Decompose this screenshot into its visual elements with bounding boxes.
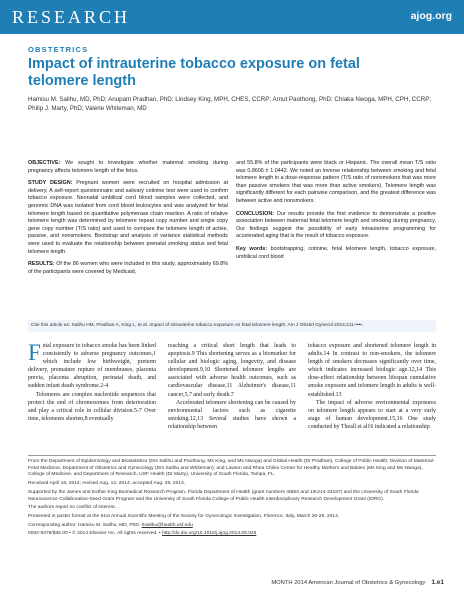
doi-link[interactable]: http://dx.doi.org/10.1016/j.ajog.2014.08.026 [162,531,257,537]
citation-bar: Cite this article as: Salihu HM, Pradhan A, King L, et al. Impact of intrauterine tobacco exposure on fetal telomere length. Am J Obstet Gynecol 2014;211:••••. [28,320,436,332]
section-banner-title: RESEARCH [12,7,131,27]
journal-site-link[interactable]: ajog.org [410,10,452,22]
corresponding-author: Corresponding author: Hamisu M. Salihu, MD, PhD. [28,522,141,528]
abstract-objective [28,160,228,175]
section-label: OBSTETRICS [28,45,89,54]
design-text: Pregnant women were recruited on hospital admission at delivery. A self-report questionnaire and salivary cotinine test were used to confirm tobacco exposure. Neonatal umbilical cord blood samples were collected, and genomic DNA was isolated from cord blood leukocytes and was analyzed for fetal telomere length based on quantitative polymerase chain reaction. A ratio of relative telomere length was determined by telomere repeat copy number and single copy gene copy number (T/S ratio) and used to compare the telomere length of active, passive, and nonsmokers. Bootstrap and analysis of variance statistical methods were used to evaluate the relationship between prenatal smoking status and fetal telomere length. [28,180,229,255]
body-paragraph: reaching a critical short length that leads to apoptosis.9 This shortening serves as a biomarker for cellular and biologic aging, longevity, and disease development.9,10 Shortened telomere lengths are associated with adverse health outcomes, such as cardiovascular disease,11 Alzheimer's disease,11 cancer,5,7 and early death.7 [168,343,296,398]
author-email-link[interactable]: hsalihu@health.usf.edu [141,522,193,528]
footnote-support: Supported by the James and Esther King Biomedical Research Program, Florida Department of Health (grant numbers 4IB03 and 1IK214-33187) and the University of South Florida Neuroscience Collaborative-Seed Grant Program and the University of South Florida College of Public Health Interdisciplinary Research Development Grant (IDRG). [28,489,419,502]
footnote-corresponding [28,523,436,530]
body-paragraph: Telomeres are complex nucleotide sequences that protect the end of chromosomes from deterioration and play a critical role in cellular division.5-7 Over time, telomeres shorten,8 eventually [28,391,156,422]
footnote-presented: Presented in poster format at the 61st Annual Scientific Meeting of the Society for Gynecologic Investigation, Florence, Italy, March 26-29, 2014. [28,513,340,519]
research-banner [0,0,464,34]
body-paragraph: The impact of adverse environmental exposures on telomere length appears to start at a very early stage of human development.15,16 One study conducted by Theall et al16 indicated a relationship [308,399,436,430]
footnote-copyright [28,531,436,538]
page-footer [271,579,444,586]
abstract-left-column [28,160,228,281]
author-list: Hamisu M. Salihu, MD, PhD; Anupam Pradhan, PhD; Lindsey King, MPH, CHES, CCRP; Arnut Paothong, PhD; Chiaka Nwoga, MPH, CPH, CCRP; Philip J. Marty, PhD; Valerie Whiteman, MD [28,96,432,112]
objective-label: OBJECTIVE: [28,160,61,166]
keywords-text: bootstrapping, cotinine, fetal telomere length, tobacco exposure, umbilical cord blood [236,245,436,260]
abstract-conclusion [236,211,436,241]
results-text-b: and 55.8% of the participants were black or Hispanic. The overall mean T/S ratio was 0.8606 ± 1.0442. We noted an inverse relationship between smoking and fetal telomere length in a dose-response pattern (T/S ratio of nonsmokers that was more than passive smokers that was more than active smokers). Telomere length was significantly different for each pairwise comparison, and the greatest difference was between active and nonsmokers. [236,160,436,204]
design-label: STUDY DESIGN: [28,180,73,187]
body-column-1 [28,342,156,423]
abstract-right-column [236,160,436,266]
abstract-results-cont [236,160,436,206]
keywords-label: Key words: [236,245,268,252]
conclusion-label: CONCLUSION: [236,210,275,217]
body-paragraph: tobacco exposure and shortened telomere length in adults.14 In contrast to non-smokers, the telomere length of smokers decreases significantly over time, which indicates increased biologic age.12,14 This dose-effect relationship between lifespan cumulative smoke exposure and telomere length in adults is well-established.13 [308,343,436,398]
copyright-text: 0002-9378/$36.00 • © 2014 Elsevier Inc. All rights reserved. • [28,531,161,537]
page-number: 1.e1 [431,579,444,586]
abstract-results [28,261,228,276]
article-title: Impact of intrauterine tobacco exposure on fetal telomere length [28,56,360,89]
abstract-design [28,180,228,256]
results-label: RESULTS: [28,261,55,268]
footnote-conflict: The authors report no conflict of interest. [28,505,116,511]
footnote-affiliations: From the Department of Epidemiology and Biostatistics (Drs Salihu and Paothong, Ms King, and Ms Nwoga) and Global Health (Dr Pradhan), College of Public Health; Division of Maternal-Fetal Medicine, Department of Obstetrics and Gynecology (Drs Salihu and Whiteman); and Lawton and Rhea Chiles Center for Healthy Mothers and Babies (Ms King and Ms Nwoga), College of Medicine, and Department of Research, USF Health (Dr Marty), University of South Florida, Tampa, FL. [28,459,435,478]
objective-text: We sought to investigate whether maternal smoking during pregnancy affects telomere length of the fetus. [28,160,228,174]
body-column-3 [308,342,436,431]
journal-footer: MONTH 2014 American Journal of Obstetrics & Gynecology [271,580,426,586]
footnotes [28,459,436,540]
conclusion-text: Our results provide the first evidence to demonstrate a positive association between maternal fetal telomere length and smoking during pregnancy. Our findings suggest the possibility of early intrauterine programming for accelerated aging that is the result of tobacco exposure. [236,210,436,240]
body-paragraph: Accelerated telomere shortening can be caused by environmental factors such as cigarette smoking.12,13 Several studies have shown a relationship between [168,399,296,430]
body-paragraph [28,342,156,391]
drop-cap: F [28,340,41,365]
footnote-divider [28,455,436,456]
footnote-received: Received April 16, 2014; revised Aug. 12, 2014; accepted Aug. 25, 2014. [28,481,186,487]
body-column-2 [168,342,296,431]
results-text-a: Of the 86 women who were included in this study, approximately 69.8% of the participants were covered by Medicaid, [28,261,228,275]
body-text: etal exposure to tobacco smoke has been linked consistently to adverse pregnancy outcomes,1 which include low birthweight, preterm delivery, premature rupture of membranes, placenta previa, placenta abruption, perinatal death, and sudden infant death syndrome.2-4 [28,343,156,390]
abstract-keywords [236,246,436,261]
